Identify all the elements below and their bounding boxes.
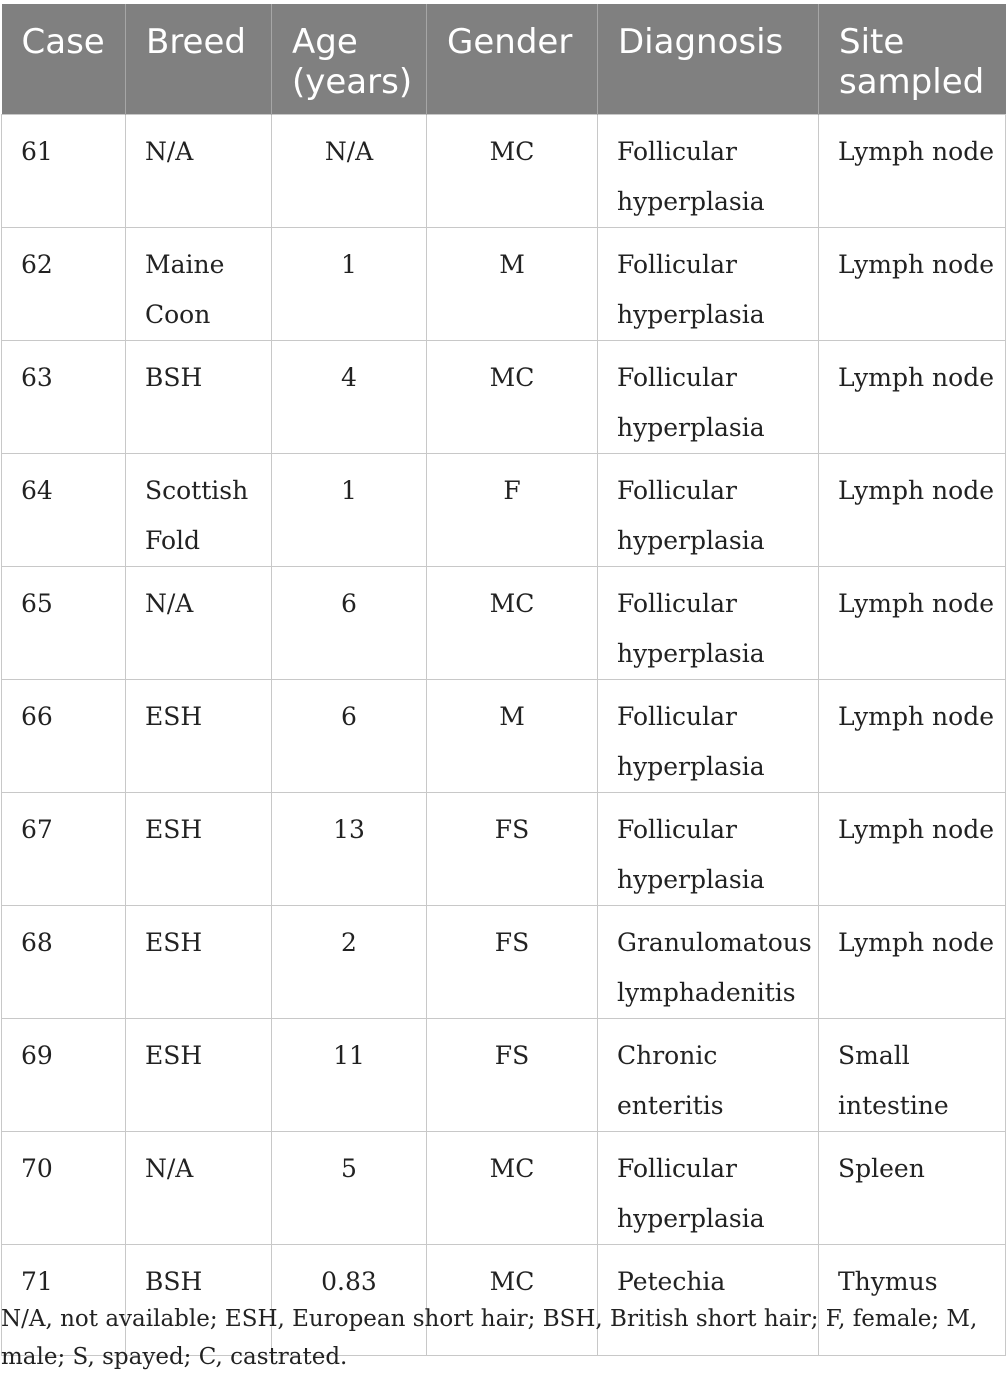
cell-site-sampled: Lymph node [819, 566, 1006, 679]
cell-breed: N/A [126, 566, 272, 679]
cell-age: 5 [272, 1131, 427, 1244]
cell-site-sampled: Lymph node [819, 679, 1006, 792]
cell-breed: ESH [126, 905, 272, 1018]
cell-diagnosis: Follicular hyperplasia [598, 340, 819, 453]
cell-case: 70 [2, 1131, 126, 1244]
cell-gender: FS [427, 792, 598, 905]
cell-age: 2 [272, 905, 427, 1018]
cell-gender: MC [427, 114, 598, 227]
cell-diagnosis: Petechia [598, 1244, 819, 1355]
table-row [2, 566, 1006, 679]
cell-case: 64 [2, 453, 126, 566]
data-table-container [1, 4, 1005, 1356]
header-diagnosis: Diagnosis [598, 4, 819, 114]
cell-age: 6 [272, 566, 427, 679]
table-row [2, 679, 1006, 792]
cell-diagnosis: Follicular hyperplasia [598, 227, 819, 340]
header-gender: Gender [427, 4, 598, 114]
table-row [2, 340, 1006, 453]
cell-breed: BSH [126, 340, 272, 453]
cell-site-sampled: Small intestine [819, 1018, 1006, 1131]
cell-case: 71 [2, 1244, 126, 1355]
cell-age: 6 [272, 679, 427, 792]
cell-site-sampled: Lymph node [819, 453, 1006, 566]
table-row [2, 114, 1006, 227]
cell-gender: MC [427, 1131, 598, 1244]
header-case: Case [2, 4, 126, 114]
table-row [2, 1131, 1006, 1244]
cell-gender: M [427, 227, 598, 340]
cell-case: 63 [2, 340, 126, 453]
cell-age: 1 [272, 453, 427, 566]
cell-diagnosis: Follicular hyperplasia [598, 1131, 819, 1244]
header-age: Age (years) [272, 4, 427, 114]
cell-site-sampled: Thymus [819, 1244, 1006, 1355]
cell-case: 66 [2, 679, 126, 792]
table-row [2, 1018, 1006, 1131]
cell-site-sampled: Lymph node [819, 114, 1006, 227]
cell-gender: F [427, 453, 598, 566]
table-footnote: N/A, not available; ESH, European short hair; BSH, British short hair; F, female; M, male; S, spayed; C, castrated. [1, 1306, 978, 1370]
cell-age: 4 [272, 340, 427, 453]
cell-breed: N/A [126, 114, 272, 227]
cell-age: 1 [272, 227, 427, 340]
cell-diagnosis: Follicular hyperplasia [598, 566, 819, 679]
cell-gender: M [427, 679, 598, 792]
cell-breed: Scottish Fold [126, 453, 272, 566]
header-site-sampled: Site sampled [819, 4, 1006, 114]
cell-site-sampled: Lymph node [819, 340, 1006, 453]
table-row [2, 905, 1006, 1018]
cell-gender: FS [427, 1018, 598, 1131]
cell-age: 13 [272, 792, 427, 905]
cell-diagnosis: Chronic enteritis [598, 1018, 819, 1131]
cell-diagnosis: Follicular hyperplasia [598, 114, 819, 227]
cell-breed: Maine Coon [126, 227, 272, 340]
cell-case: 69 [2, 1018, 126, 1131]
cases-table [1, 4, 1006, 1356]
table-header-row [2, 4, 1006, 114]
cell-gender: MC [427, 340, 598, 453]
table-row [2, 453, 1006, 566]
cell-diagnosis: Follicular hyperplasia [598, 679, 819, 792]
cell-age: 0.83 [272, 1244, 427, 1355]
cell-diagnosis: Follicular hyperplasia [598, 792, 819, 905]
cell-site-sampled: Lymph node [819, 792, 1006, 905]
cell-breed: ESH [126, 679, 272, 792]
cell-age: 11 [272, 1018, 427, 1131]
cell-site-sampled: Lymph node [819, 227, 1006, 340]
cell-case: 68 [2, 905, 126, 1018]
cell-case: 61 [2, 114, 126, 227]
table-row [2, 792, 1006, 905]
cell-diagnosis: Follicular hyperplasia [598, 453, 819, 566]
cell-breed: BSH [126, 1244, 272, 1355]
cell-breed: ESH [126, 1018, 272, 1131]
cell-gender: MC [427, 566, 598, 679]
table-row [2, 227, 1006, 340]
cell-gender: FS [427, 905, 598, 1018]
cell-gender: MC [427, 1244, 598, 1355]
header-breed: Breed [126, 4, 272, 114]
cell-breed: ESH [126, 792, 272, 905]
cell-case: 62 [2, 227, 126, 340]
cell-diagnosis: Granulomatous lymphadenitis [598, 905, 819, 1018]
cell-case: 65 [2, 566, 126, 679]
cell-breed: N/A [126, 1131, 272, 1244]
cell-site-sampled: Spleen [819, 1131, 1006, 1244]
cell-site-sampled: Lymph node [819, 905, 1006, 1018]
cell-case: 67 [2, 792, 126, 905]
cell-age: N/A [272, 114, 427, 227]
